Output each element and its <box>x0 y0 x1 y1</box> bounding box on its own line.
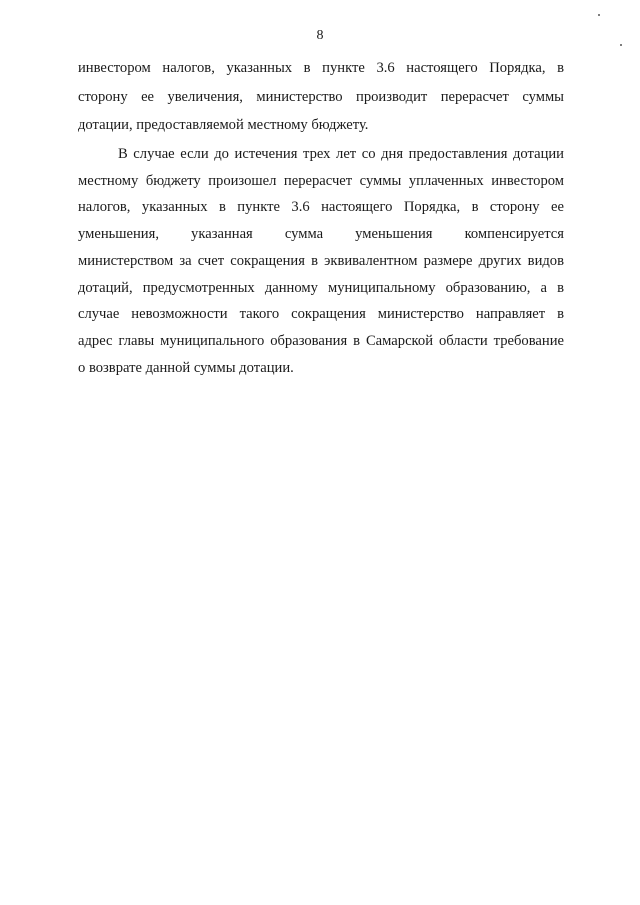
paragraph-line: дотаций, предусмотренных данному муниципальному образованию, а в <box>78 280 564 296</box>
paragraph-line: В случае если до истечения трех лет со дня предоставления дотации <box>118 146 564 162</box>
paragraph-line: случае невозможности такого сокращения министерство направляет в <box>78 306 564 322</box>
page-number: 8 <box>316 28 324 43</box>
paragraph-line: инвестором налогов, указанных в пункте 3.6 настоящего Порядка, в <box>78 60 564 76</box>
scan-speck <box>620 44 622 46</box>
paragraph-line: налогов, указанных в пункте 3.6 настоящего Порядка, в сторону ее <box>78 199 564 215</box>
paragraph-line: адрес главы муниципального образования в Самарской области требование <box>78 333 564 349</box>
paragraph-line: сторону ее увеличения, министерство производит перерасчет суммы <box>78 89 564 105</box>
paragraph-line: министерством за счет сокращения в эквивалентном размере других видов <box>78 253 564 269</box>
paragraph-line: уменьшения, указанная сумма уменьшения компенсируется <box>78 226 564 242</box>
scan-speck <box>598 14 600 16</box>
paragraph-line: местному бюджету произошел перерасчет суммы уплаченных инвестором <box>78 173 564 189</box>
paragraph-line: о возврате данной суммы дотации. <box>78 360 294 376</box>
paragraph-line: дотации, предоставляемой местному бюджету. <box>78 117 369 133</box>
